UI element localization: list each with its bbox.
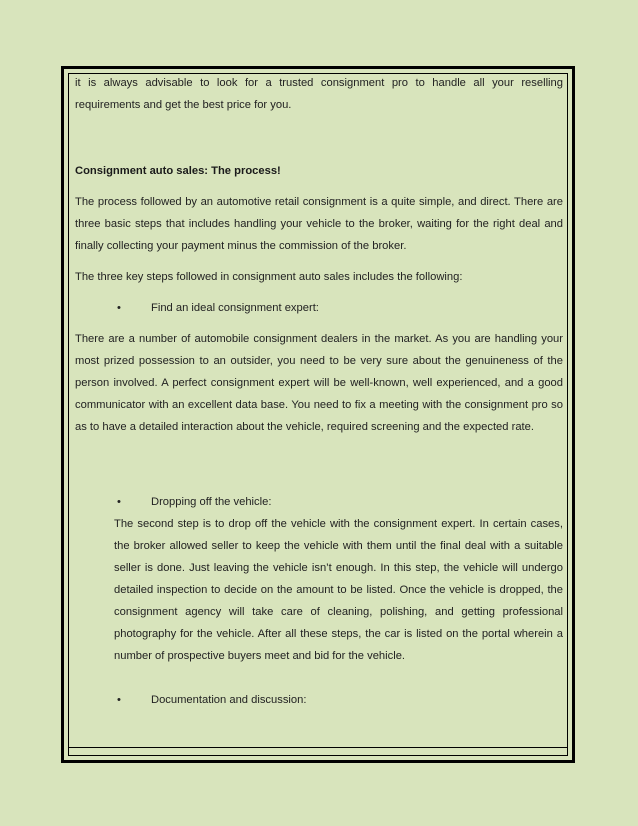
step1-bullet [75,297,563,319]
bullet-icon: • [117,302,121,314]
document-body [75,72,563,711]
intro-paragraph: it is always advisable to look for a trusted consignment pro to handle all your reselling requirements and get the best price for you. [75,77,563,111]
section-heading: Consignment auto sales: The process! [75,165,281,177]
page-border-bottom-rule [68,747,568,748]
step1-title: Find an ideal consignment expert: [151,302,319,314]
process-paragraph: The process followed by an automotive retail consignment is a quite simple, and direct. There are three basic steps that includes handling your vehicle to the broker, waiting for the right deal and finally collecting your payment minus the commission of the broker. [75,196,563,252]
step2-paragraph: The second step is to drop off the vehicle with the consignment expert. In certain cases, the broker allowed seller to keep the vehicle with them until the final deal with a suitable seller is done. Just leaving the vehicle isn’t enough. In this step, the vehicle will undergo detailed inspection to decide on the amount to be listed. Once the vehicle is dropped, the consignment agency will take care of cleaning, polishing, and getting professional photography for the vehicle. After all these steps, the car is listed on the portal wherein a number of prospective buyers meet and bid for the vehicle. [114,518,563,662]
step2-block [75,491,563,711]
step3-bullet [114,689,563,711]
step1-paragraph: There are a number of automobile consignment dealers in the market. As you are handling your most prized possession to an outsider, you need to be very sure about the genuineness of the person involved. A perfect consignment expert will be well-known, well experienced, and a good communicator with an excellent data base. You need to fix a meeting with the consignment pro so as to have a detailed interaction about the vehicle, required screening and the expected rate. [75,333,563,433]
step3-title: Documentation and discussion: [151,694,307,706]
key-steps-paragraph: The three key steps followed in consignment auto sales includes the following: [75,271,463,283]
bullet-icon: • [117,694,121,706]
bullet-icon: • [117,496,121,508]
step2-title: Dropping off the vehicle: [151,496,272,508]
step2-bullet [114,491,563,513]
